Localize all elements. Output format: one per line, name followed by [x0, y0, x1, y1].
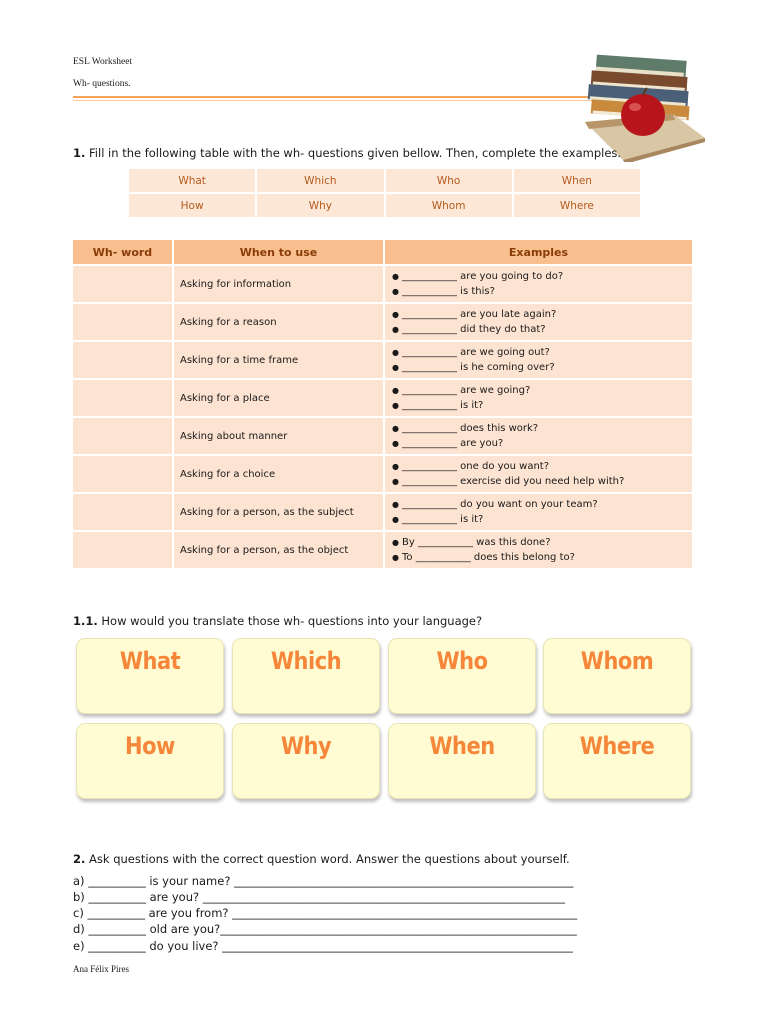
translate-card-which[interactable]	[232, 638, 380, 714]
table-header-row	[73, 240, 693, 265]
question-line-e[interactable]: e) __________ do you live? _____________________________________________________________	[73, 939, 573, 953]
examples-cell	[384, 493, 693, 531]
translate-card-what[interactable]	[76, 638, 224, 714]
example-line[interactable]	[392, 474, 692, 489]
bullet-icon: ●	[392, 462, 399, 471]
section1-title	[73, 146, 621, 160]
usage-cell: Asking for a person, as the subject	[173, 493, 384, 531]
examples-cell	[384, 455, 693, 493]
question-line-b[interactable]: b) __________ are you? _______________________________________________________________	[73, 890, 565, 904]
question-line-d[interactable]: d) __________ old are you?______________________________________________________________	[73, 922, 577, 936]
examples-cell	[384, 341, 693, 379]
examples-cell	[384, 531, 693, 569]
wh-word-blank-cell[interactable]	[73, 455, 173, 493]
example-text: To ___________ does this belong to?	[402, 552, 575, 563]
section11-text: How would you translate those wh- questions into your language?	[101, 614, 483, 628]
card-label: Why	[280, 732, 332, 760]
word-bank-item: Whom	[386, 194, 512, 217]
translate-card-whom[interactable]	[543, 638, 691, 714]
word-bank-item: What	[129, 169, 255, 192]
usage-cell: Asking about manner	[173, 417, 384, 455]
example-line[interactable]	[392, 421, 692, 436]
example-text: By ___________ was this done?	[402, 537, 551, 548]
card-label: How	[125, 732, 175, 760]
header-wh-word: Wh- word	[73, 240, 173, 265]
table-row	[73, 493, 693, 531]
examples-cell	[384, 265, 693, 303]
example-text: ___________ exercise did you need help with?	[402, 476, 625, 487]
example-line[interactable]	[392, 383, 692, 398]
bullet-icon: ●	[392, 424, 399, 433]
example-line[interactable]	[392, 345, 692, 360]
header-examples: Examples	[384, 240, 693, 265]
example-line[interactable]	[392, 360, 692, 375]
card-label: Who	[436, 647, 488, 675]
bullet-icon: ●	[392, 272, 399, 281]
wh-word-blank-cell[interactable]	[73, 379, 173, 417]
wh-questions-table	[73, 240, 694, 570]
example-text: ___________ is it?	[402, 400, 484, 411]
section11-number: 1.1.	[73, 614, 98, 628]
table-row	[73, 303, 693, 341]
word-bank-item: Where	[514, 194, 640, 217]
worksheet-label: ESL Worksheet	[73, 57, 133, 67]
example-line[interactable]	[392, 535, 692, 550]
question-line-a[interactable]: a) __________ is your name? ___________________________________________________________	[73, 874, 574, 888]
example-text: ___________ is this?	[402, 286, 495, 297]
example-line[interactable]	[392, 398, 692, 413]
section2-title	[73, 852, 570, 866]
example-text: ___________ are you?	[402, 438, 504, 449]
example-text: ___________ is it?	[402, 514, 484, 525]
example-line[interactable]	[392, 459, 692, 474]
wh-word-blank-cell[interactable]	[73, 341, 173, 379]
bullet-icon: ●	[392, 348, 399, 357]
word-bank-item: Who	[386, 169, 512, 192]
example-line[interactable]	[392, 307, 692, 322]
example-text: ___________ do you want on your team?	[402, 499, 598, 510]
examples-cell	[384, 303, 693, 341]
translate-card-who[interactable]	[388, 638, 536, 714]
word-bank-item: Why	[257, 194, 383, 217]
example-text: ___________ one do you want?	[402, 461, 550, 472]
example-text: ___________ are we going out?	[402, 347, 550, 358]
header-divider	[73, 96, 623, 98]
word-bank	[129, 169, 640, 217]
bullet-icon: ●	[392, 325, 399, 334]
word-bank-item: Which	[257, 169, 383, 192]
bullet-icon: ●	[392, 401, 399, 410]
card-label: When	[429, 732, 495, 760]
examples-cell	[384, 379, 693, 417]
example-text: ___________ are you late again?	[402, 309, 557, 320]
example-line[interactable]	[392, 284, 692, 299]
bullet-icon: ●	[392, 439, 399, 448]
examples-cell	[384, 417, 693, 455]
card-label: Where	[579, 732, 655, 760]
example-line[interactable]	[392, 269, 692, 284]
bullet-icon: ●	[392, 538, 399, 547]
wh-word-blank-cell[interactable]	[73, 303, 173, 341]
translate-card-where[interactable]	[543, 723, 691, 799]
usage-cell: Asking for information	[173, 265, 384, 303]
usage-cell: Asking for a place	[173, 379, 384, 417]
table-row	[73, 417, 693, 455]
word-bank-item: How	[129, 194, 255, 217]
wh-word-blank-cell[interactable]	[73, 417, 173, 455]
section11-title	[73, 614, 482, 628]
wh-word-blank-cell[interactable]	[73, 493, 173, 531]
bullet-icon: ●	[392, 553, 399, 562]
card-label: What	[119, 647, 181, 675]
bullet-icon: ●	[392, 386, 399, 395]
bullet-icon: ●	[392, 477, 399, 486]
bullet-icon: ●	[392, 500, 399, 509]
translate-card-when[interactable]	[388, 723, 536, 799]
card-label: Whom	[580, 647, 654, 675]
usage-cell: Asking for a time frame	[173, 341, 384, 379]
table-row	[73, 265, 693, 303]
wh-word-blank-cell[interactable]	[73, 531, 173, 569]
author-name: Ana Félix Pires	[73, 964, 129, 974]
section2-number: 2.	[73, 852, 86, 866]
example-text: ___________ did they do that?	[402, 324, 546, 335]
usage-cell: Asking for a person, as the object	[173, 531, 384, 569]
card-label: Which	[270, 647, 342, 675]
example-line[interactable]	[392, 436, 692, 451]
section2-text: Ask questions with the correct question word. Answer the questions about yourself.	[89, 852, 570, 866]
example-text: ___________ are we going?	[402, 385, 531, 396]
usage-cell: Asking for a choice	[173, 455, 384, 493]
bullet-icon: ●	[392, 310, 399, 319]
example-text: ___________ does this work?	[402, 423, 539, 434]
word-bank-item: When	[514, 169, 640, 192]
table-row	[73, 341, 693, 379]
section1-number: 1.	[73, 146, 86, 160]
table-row	[73, 455, 693, 493]
worksheet-topic: Wh- questions.	[73, 79, 131, 89]
header-when-to-use: When to use	[173, 240, 384, 265]
example-line[interactable]	[392, 550, 692, 565]
bullet-icon: ●	[392, 515, 399, 524]
example-text: ___________ is he coming over?	[402, 362, 555, 373]
translate-card-how[interactable]	[76, 723, 224, 799]
example-line[interactable]	[392, 512, 692, 527]
table-row	[73, 531, 693, 569]
bullet-icon: ●	[392, 287, 399, 296]
header-divider-thin	[73, 100, 623, 101]
table-row	[73, 379, 693, 417]
example-line[interactable]	[392, 322, 692, 337]
wh-word-blank-cell[interactable]	[73, 265, 173, 303]
translate-card-why[interactable]	[232, 723, 380, 799]
usage-cell: Asking for a reason	[173, 303, 384, 341]
section1-text: Fill in the following table with the wh- questions given bellow. Then, complete the examples.	[89, 146, 622, 160]
example-text: ___________ are you going to do?	[402, 271, 564, 282]
bullet-icon: ●	[392, 363, 399, 372]
example-line[interactable]	[392, 497, 692, 512]
question-line-c[interactable]: c) __________ are you from? ____________________________________________________________	[73, 906, 578, 920]
